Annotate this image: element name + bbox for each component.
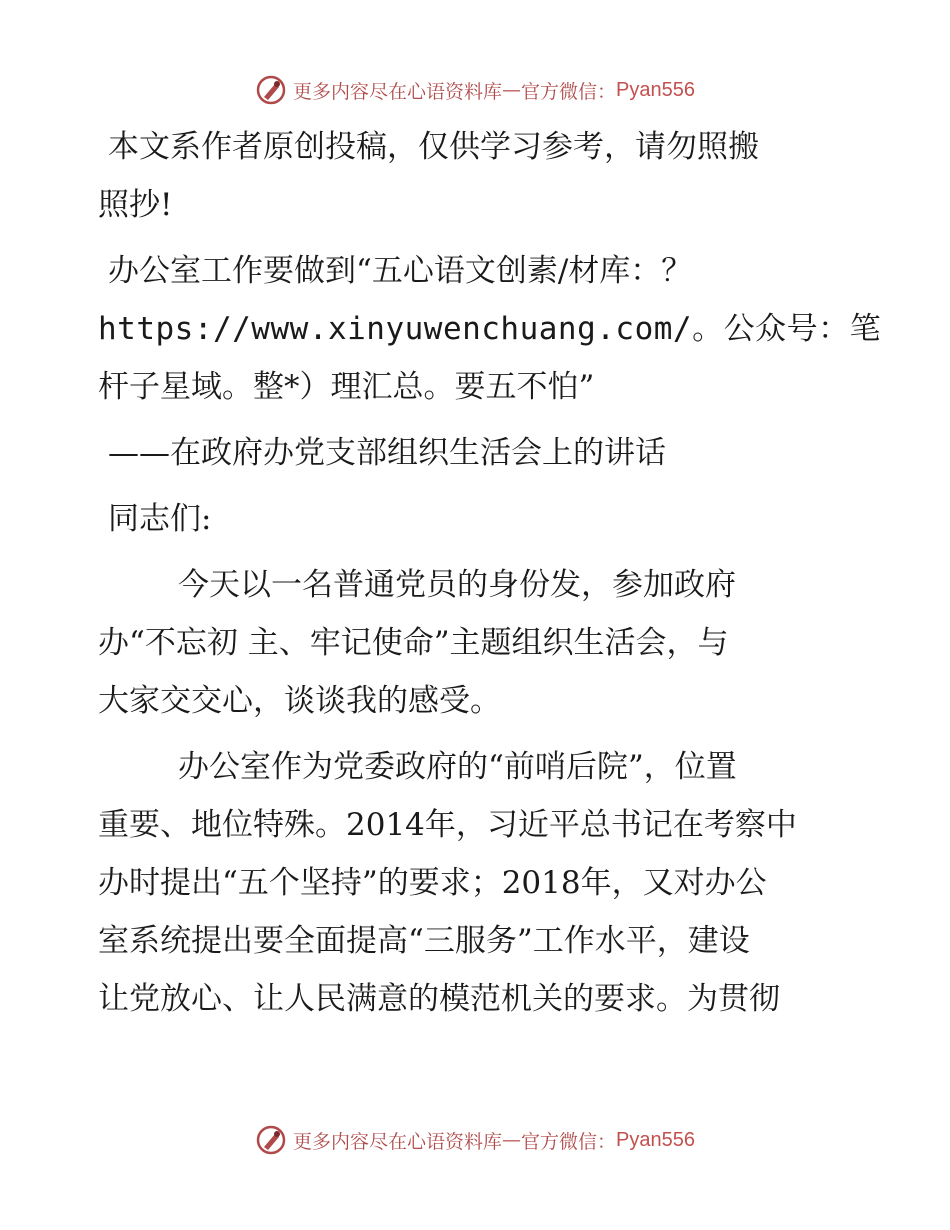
document-subtitle	[98, 424, 860, 482]
banner-wechat-label: 官方微信：	[521, 80, 617, 103]
paragraph-line: 重要、地位特殊。2014年，习近平总书记在考察中	[98, 807, 797, 843]
banner-wechat-id: Pyan556	[616, 78, 695, 101]
paragraph-1	[98, 556, 860, 730]
banner-site-text: 更多内容尽在心语资料库	[293, 80, 503, 103]
document-title	[98, 242, 882, 416]
title-line: 杆子星域。整*）理汇总。要五不怕”	[98, 369, 595, 405]
paragraph-line	[98, 556, 860, 614]
paragraph-line: 大家交交心，谈谈我的感受。	[98, 683, 501, 719]
paragraph-line: 室系统提出要全面提高“三服务”工作水平，建设	[98, 923, 750, 959]
paragraph-line: 办时提出“五个坚持”的要求；2018年，又对办公	[98, 865, 767, 901]
paragraph-2	[98, 738, 860, 1028]
title-line: 办公室工作要做到“五心语文创素/材库：？	[108, 253, 693, 289]
paragraph-line: 让党放心、让人民满意的模范机关的要求。为贯彻	[98, 981, 780, 1017]
banner-wechat-label: 官方微信：	[521, 1130, 617, 1153]
banner-separator: —	[502, 79, 522, 101]
notice-line: 照抄!	[98, 187, 173, 223]
pen-logo-icon	[255, 74, 287, 106]
banner-site-text: 更多内容尽在心语资料库	[293, 1130, 503, 1153]
document-body	[98, 118, 882, 1028]
title-line: https://www.xinyuwenchuang.com/。公众号：笔	[98, 311, 882, 347]
paragraph-line: 办“不忘初 主、牢记使命”主题组织生活会，与	[98, 625, 729, 661]
footer-watermark-banner	[0, 1120, 950, 1160]
paragraph-text: 办公室作为党委政府的“前哨后院”，位置	[178, 749, 737, 785]
notice-paragraph	[98, 118, 860, 234]
notice-line: 本文系作者原创投稿，仅供学习参考，请勿照搬	[108, 129, 759, 165]
subtitle-line: ——在政府办党支部组织生活会上的讲话	[108, 435, 666, 471]
header-watermark-banner	[0, 70, 950, 110]
banner-separator: —	[502, 1129, 522, 1151]
paragraph-text: 今天以一名普通党员的身份发，参加政府	[178, 567, 736, 603]
salutation	[98, 490, 860, 548]
paragraph-line	[98, 738, 860, 796]
salutation-line: 同志们:	[108, 501, 212, 537]
pen-logo-icon	[255, 1124, 287, 1156]
banner-wechat-id: Pyan556	[616, 1128, 695, 1151]
